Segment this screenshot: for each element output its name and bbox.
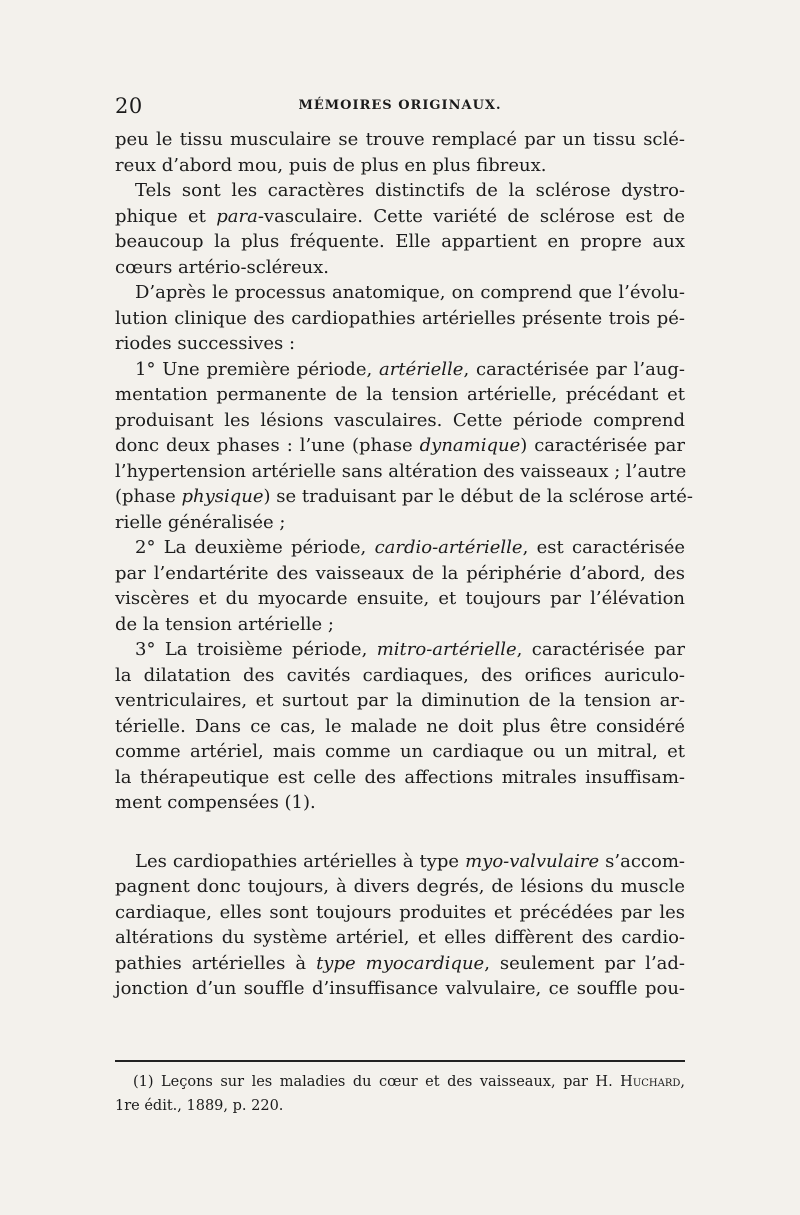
text-run: ) caractérisée par <box>520 435 686 456</box>
italic-term: para <box>216 205 258 227</box>
text-line <box>115 433 685 459</box>
text-line <box>115 637 685 663</box>
text-line <box>115 357 685 383</box>
italic-term: artérielle <box>379 358 464 380</box>
text-line: cœurs artério-scléreux. <box>115 256 329 278</box>
text-line: beaucoup la plus fréquente. Elle appartient en propre aux <box>115 231 685 252</box>
text-line: de la tension artérielle ; <box>115 613 334 635</box>
text-run: , caractérisée par <box>516 639 686 660</box>
text-line: cardiaque, elles sont toujours produites et précédées par les <box>115 901 685 923</box>
text-line: produisant les lésions vasculaires. Cette période comprend <box>115 409 685 431</box>
text-run: donc deux phases : l’une (phase <box>115 435 420 456</box>
text-line: ment compensées (1). <box>115 792 316 813</box>
text-line: comme artériel, mais comme un cardiaque ou un mitral, et <box>115 741 685 762</box>
italic-term: cardio-artérielle <box>374 537 523 558</box>
text-line: rielle généralisée ; <box>115 511 286 533</box>
text-run: 2° La deuxième période, <box>135 537 375 558</box>
text-line: la dilatation des cavités cardiaques, des orifices auriculo- <box>115 664 685 686</box>
text-run: , caractérisée par l’aug- <box>463 358 685 380</box>
text-line: D’après le processus anatomique, on comprend que l’évolu- <box>135 282 685 303</box>
text-run: (1) Leçons sur les maladies du cœur et des vaisseaux, par H. <box>133 1074 621 1090</box>
text-line: par l’endartérite des vaisseaux de la périphérie d’abord, des <box>115 562 685 584</box>
text-line: reux d’abord mou, puis de plus en plus fibreux. <box>115 154 547 176</box>
text-run: , seulement par l’ad- <box>484 952 685 974</box>
text-line: viscères et du myocarde ensuite, et toujours par l’élévation <box>115 588 685 609</box>
text-line: pagnent donc toujours, à divers degrés, de lésions du muscle <box>115 876 685 897</box>
footnote-rule <box>115 1060 685 1062</box>
paragraph-gap <box>115 816 685 849</box>
italic-term: myo-valvulaire <box>465 850 600 872</box>
text-run: , <box>680 1074 685 1090</box>
text-line <box>115 849 685 875</box>
footnote <box>115 1070 685 1118</box>
italic-term: physique <box>181 486 264 507</box>
italic-term: type myocardique <box>316 952 485 974</box>
running-head: MÉMOIRES ORIGINAUX. <box>298 98 502 113</box>
text-line: mentation permanente de la tension artérielle, précédant et <box>115 384 685 405</box>
text-run: phique et <box>115 205 217 227</box>
text-line: jonction d’un souffle d’insuffisance valvulaire, ce souffle pou- <box>115 978 685 999</box>
footnote-line <box>115 1070 685 1094</box>
text-run: 1° Une première période, <box>135 358 380 380</box>
text-run: 3° La troisième période, <box>135 639 377 660</box>
text-run: (phase <box>115 486 182 507</box>
body-text <box>115 127 693 1002</box>
author-name: Huchard <box>620 1074 681 1090</box>
text-run: ) se traduisant par le début de la sclérose arté- <box>263 486 693 507</box>
italic-term: mitro-artérielle <box>376 639 517 660</box>
page-number: 20 <box>115 94 143 118</box>
text-line <box>115 484 693 510</box>
text-line: lution clinique des cardiopathies artérielles présente trois pé- <box>115 307 685 329</box>
text-line: ventriculaires, et surtout par la diminution de la tension ar- <box>115 690 685 711</box>
text-line: peu le tissu musculaire se trouve remplacé par un tissu sclé- <box>115 129 685 150</box>
text-line: riodes successives : <box>115 333 296 354</box>
text-line: Tels sont les caractères distinctifs de la sclérose dystro- <box>135 180 685 201</box>
text-line <box>115 535 685 561</box>
italic-term: dynamique <box>419 435 521 456</box>
text-line <box>115 951 685 977</box>
text-run: -vasculaire. Cette variété de sclérose est de <box>257 205 685 227</box>
text-run: Les cardiopathies artérielles à type <box>135 850 466 872</box>
text-line: altérations du système artériel, et elles diffèrent des cardio- <box>115 927 685 948</box>
text-run: s’accom- <box>599 850 685 872</box>
text-line: l’hypertension artérielle sans altération des vaisseaux ; l’autre <box>115 460 687 482</box>
text-run: , est caractérisée <box>522 537 686 558</box>
page-header <box>115 94 685 120</box>
footnote-line: 1re édit., 1889, p. 220. <box>115 1098 284 1114</box>
text-line: térielle. Dans ce cas, le malade ne doit plus être considéré <box>115 715 685 737</box>
text-line <box>115 204 685 230</box>
text-run: pathies artérielles à <box>115 952 317 974</box>
text-line: la thérapeutique est celle des affections mitrales insuffisam- <box>115 766 685 788</box>
